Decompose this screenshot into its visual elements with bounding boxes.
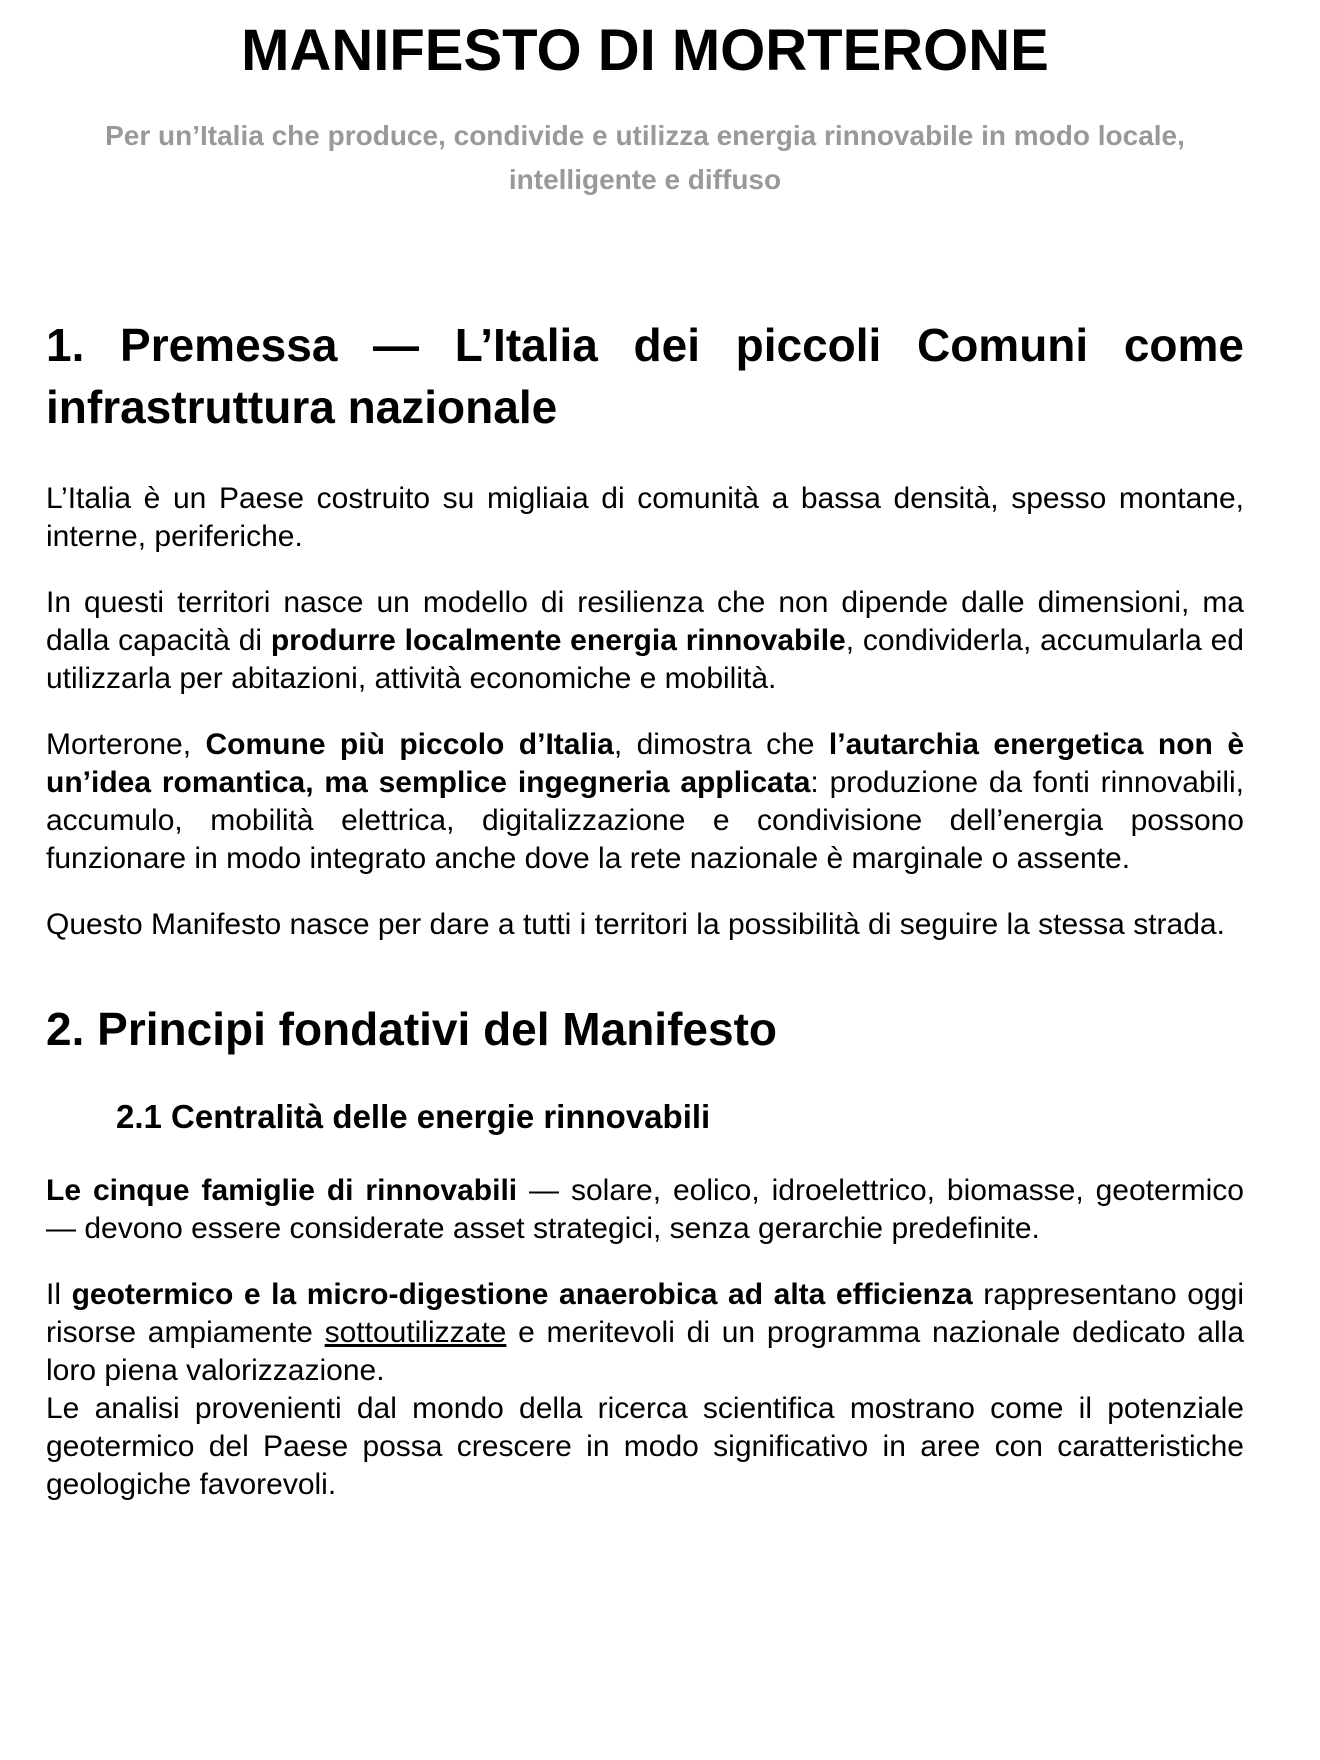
- section-principi-fondativi: [46, 998, 1244, 1504]
- paragraph-territori-resilienza: In questi territori nasce un modello di resilienza che non dipende dalle dimensioni, ma dalla capacità di produrre localmente energia rinnovabile, condividerla, accumularla ed utilizzarla per abitazioni, attività economiche e mobilità.: [46, 586, 1244, 695]
- document-title: MANIFESTO DI MORTERONE: [241, 18, 1049, 83]
- paragraph-morterone-autarchia: Morterone, Comune più piccolo d’Italia, dimostra che l’autarchia energetica non è un’idea romantica, ma semplice ingegneria applicata: produzione da fonti rinnovabili, accumulo, mobilità elettrica, digitalizzazione e condivisione dell’energia possono funzionare in modo integrato anche dove la rete nazionale è marginale o assente.: [46, 728, 1245, 875]
- section-2-1-subheading: 2.1 Centralità delle energie rinnovabili: [116, 1098, 711, 1135]
- paragraph-manifesto-strada: Questo Manifesto nasce per dare a tutti i territori la possibilità di seguire la stessa strada.: [46, 908, 1225, 941]
- paragraph-italia-paese: L’Italia è un Paese costruito su migliaia di comunità a bassa densità, spesso montane, interne, periferiche.: [46, 482, 1244, 553]
- document-subtitle: Per un’Italia che produce, condivide e utilizza energia rinnovabile in modo locale, intelligente e diffuso: [105, 120, 1185, 195]
- paragraph-geotermico-potenziale: Il geotermico e la micro-digestione anaerobica ad alta efficienza rappresentano oggi risorse ampiamente sottoutilizzate e meritevoli di un programma nazionale dedicato alla loro piena valorizzazione. Le analisi provenienti dal mondo della ricerca scientifica mostrano come il potenziale geotermico del Paese possa crescere in modo significativo in aree con caratteristiche geologiche favorevoli.: [46, 1278, 1244, 1501]
- section-2-heading: 2. Principi fondativi del Manifesto: [46, 1003, 777, 1055]
- paragraph-cinque-famiglie: Le cinque famiglie di rinnovabili — solare, eolico, idroelettrico, biomasse, geotermico — devono essere considerate asset strategici, senza gerarchie predefinite.: [46, 1174, 1244, 1245]
- section-premessa: [46, 314, 1244, 944]
- section-1-heading: 1. Premessa — L’Italia dei piccoli Comuni come infrastruttura nazionale: [46, 319, 1244, 433]
